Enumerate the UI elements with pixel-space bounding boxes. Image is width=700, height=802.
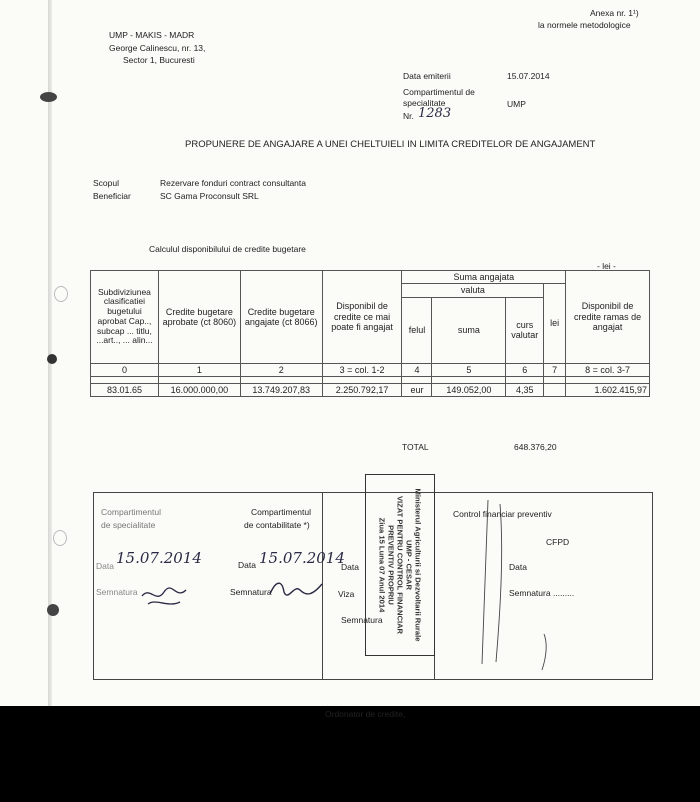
accounting-date-handwritten: 15.07.2014 [259, 549, 345, 567]
header-type: felul [402, 297, 432, 363]
table-cell: 13.749.207,83 [240, 384, 322, 397]
ordonator-label: Ordonator de credite, [325, 709, 406, 719]
specialty-date-handwritten: 15.07.2014 [116, 549, 202, 567]
table-cell: 16.000.000,00 [158, 384, 240, 397]
issue-date-value: 15.07.2014 [507, 71, 550, 81]
table-cell: 149.052,00 [432, 384, 506, 397]
viza-label: Viza [338, 589, 355, 599]
institution-address: George Calinescu, nr. 13, [109, 43, 206, 53]
table-cell: eur [402, 384, 432, 397]
stamp-line: Ministerul Agriculturii si Dezvoltarii Rurale [413, 488, 423, 642]
beneficiary-value: SC Gama Proconsult SRL [160, 191, 259, 201]
accounting-dept-label-2: de contabilitate *) [244, 520, 310, 530]
accounting-signature-label: Semnatura [230, 587, 272, 597]
stamp-line: Ziua 15 Luna 07 Anul 2014 [377, 517, 387, 613]
punch-hole [53, 530, 67, 546]
scope-label: Scopul [93, 178, 119, 188]
annex-number: Anexa nr. 1¹) [590, 8, 639, 18]
accounting-signature [268, 576, 324, 604]
header-amount: suma [432, 297, 506, 363]
accounting-dept-label: Compartimentul [251, 507, 311, 517]
budget-table [90, 270, 650, 397]
number-value: 1283 [418, 106, 452, 121]
department-value: UMP [507, 99, 526, 109]
total-value: 648.376,20 [514, 442, 557, 452]
table-cell: 6 [506, 363, 544, 376]
viza-signature-label: Semnatura [341, 615, 383, 625]
department-label-2: specialitate [403, 98, 446, 108]
issue-date-label: Data emiterii [403, 71, 451, 81]
punch-hole [54, 286, 68, 302]
header-committed-credits: Credite bugetare angajate (ct 8066) [240, 271, 322, 364]
table-cell: 4 [402, 363, 432, 376]
specialty-dept-label: Compartimentul [101, 507, 161, 517]
header-subdivision: Subdiviziunea clasificatiei bugetului aprobat Cap.., subcap ... titlu, ...art.., ... alin... [91, 271, 159, 364]
table-cell [544, 384, 566, 397]
specialty-date-label: Data [96, 561, 114, 571]
table-cell: 83.01.65 [91, 384, 159, 397]
beneficiary-label: Beneficiar [93, 191, 131, 201]
institution-sector: Sector 1, Bucuresti [123, 55, 195, 65]
specialty-dept-label-2: de specialitate [101, 520, 156, 530]
table-cell: 2.250.792,17 [322, 384, 402, 397]
table-cell: 4,35 [506, 384, 544, 397]
calculation-title: Calculul disponibilului de credite bugetare [149, 244, 306, 254]
cfp-date-label: Data [509, 562, 527, 572]
cfp-title: Control financiar preventiv [453, 509, 552, 519]
table-cell: 3 = col. 1-2 [322, 363, 402, 376]
table-cell: 7 [544, 363, 566, 376]
header-approved-credits: Credite bugetare aprobate (ct 8060) [158, 271, 240, 364]
table-cell: 1 [158, 363, 240, 376]
table-row [91, 384, 650, 397]
header-currency: valuta [402, 284, 544, 297]
department-label: Compartimentul de [403, 87, 475, 97]
punch-hole [40, 92, 57, 102]
accounting-date-label: Data [238, 560, 256, 570]
stamp-line: PREVENTIV PROPRIU [386, 525, 396, 605]
currency-note: - lei - [597, 261, 616, 271]
cfp-signature-label: Semnatura ......... [509, 588, 575, 598]
header-committed-amount: Suma angajata [402, 271, 566, 284]
table-cell: 5 [432, 363, 506, 376]
institution-name: UMP - MAKIS - MADR [109, 30, 195, 40]
total-label: TOTAL [402, 442, 429, 452]
scope-value: Rezervare fonduri contract consultanta [160, 178, 306, 188]
header-exchange-rate: curs valutar [506, 297, 544, 363]
stamp-line: UMP - CESAR [404, 539, 414, 591]
table-cell: 2 [240, 363, 322, 376]
header-remaining-credits: Disponibil de credite ramas de angajat [566, 271, 650, 364]
table-cell: 0 [91, 363, 159, 376]
document-title: PROPUNERE DE ANGAJARE A UNEI CHELTUIELI IN LIMITA CREDITELOR DE ANGAJAMENT [185, 139, 596, 150]
annex-norms: la normele metodologice [538, 20, 631, 30]
cfpd-label: CFPD [546, 537, 570, 547]
number-label: Nr. [403, 111, 414, 121]
table-cell: 1.602.415,97 [566, 384, 650, 397]
stamp-line: VIZAT PENTRU CONTROL FINANCIAR [395, 495, 405, 635]
specialty-signature-label: Semnatura [96, 587, 138, 597]
punch-hole [47, 354, 57, 364]
stamp-text [378, 476, 423, 654]
specialty-signature [140, 584, 188, 610]
table-cell: 8 = col. 3-7 [566, 363, 650, 376]
header-lei: lei [544, 284, 566, 363]
header-available-credits: Disponibil de credite ce mai poate fi angajat [322, 271, 402, 364]
cfp-handwriting [460, 494, 560, 674]
cfp-stamp [365, 474, 435, 656]
index-row [91, 363, 650, 376]
punch-hole [47, 604, 59, 616]
viza-date-label: Data [341, 562, 359, 572]
